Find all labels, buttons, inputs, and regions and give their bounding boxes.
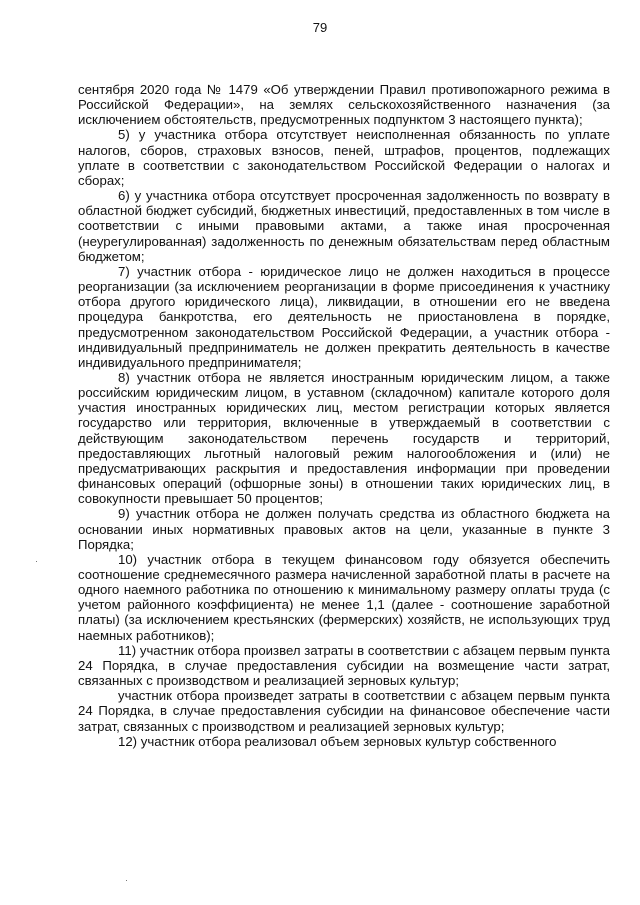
paragraph-item-5: 5) у участника отбора отсутствует неисполненная обязанность по уплате налогов, сборов, страховых взносов, пеней, штрафов, процентов, подлежащих уплате в соответствии с законодательством Российской Федерации о налогах и сборах; — [78, 127, 610, 188]
paragraph-item-10: 10) участник отбора в текущем финансовом году обязуется обеспечить соотношение среднемесячного размера начисленной заработной платы в расчете на одного наемного работника по отношению к минимальному размеру оплаты труда (с учетом районного коэффициента) не менее 1,1 (далее - соотношение заработной платы) (за исключением крестьянских (фермерских) хозяйств, не использующих труд наемных работников); — [78, 551, 610, 643]
paragraph-item-6: 6) у участника отбора отсутствует просроченная задолженность по возврату в областной бюджет субсидий, бюджетных инвестиций, предоставленных в том числе в соответствии с иными правовыми актами, а также иная просроченная (неурегулированная) задолженность по денежным обязательствам перед областным бюджетом; — [78, 188, 610, 264]
paragraph-item-8: 8) участник отбора не является иностранным юридическим лицом, а также российским юридическим лицом, в уставном (складочном) капитале которого доля участия иностранных юридических лиц, местом регистрации которых является государство или территория, включенные в утверждаемый в соответствии с действующим законодательством перечень государств и территорий, предоставляющих льготный налоговый режим налогообложения и (или) не предусматривающих раскрытия и предоставления информации при проведении финансовых операций (офшорные зоны) в отношении таких юридических лиц, в совокупности превышает 50 процентов; — [78, 369, 610, 507]
document-body — [78, 82, 610, 749]
paragraph-item-11: 11) участник отбора произвел затраты в соответствии с абзацем первым пункта 24 Порядка, в случае предоставления субсидии на возмещение части затрат, связанных с производством и реализацией зерновых культур; — [78, 642, 610, 689]
scan-speck — [126, 880, 127, 881]
paragraph-continuation: сентября 2020 года № 1479 «Об утверждении Правил противопожарного режима в Российской Федерации», на землях сельскохозяйственного назначения (за исключением обстоятельств, предусмотренных подпунктом 3 настоящего пункта); — [78, 82, 610, 128]
scan-speck — [36, 561, 37, 562]
page-number: 79 — [312, 20, 328, 35]
paragraph-item-11-continued: участник отбора произведет затраты в соответствии с абзацем первым пункта 24 Порядка, в случае предоставления субсидии на финансовое обеспечение части затрат, связанных с производством и реализацией зерновых культур; — [78, 688, 610, 734]
paragraph-item-12: 12) участник отбора реализовал объем зерновых культур собственного — [118, 733, 557, 749]
paragraph-item-7: 7) участник отбора - юридическое лицо не должен находиться в процессе реорганизации (за исключением реорганизации в форме присоединения к участнику отбора другого юридического лица), ликвидации, в отношении его не введена процедура банкротства, его деятельность не приостановлена в порядке, предусмотренном законодательством Российской Федерации, а участник отбора - индивидуальный предприниматель не должен прекратить деятельность в качестве индивидуального предпринимателя; — [78, 263, 610, 370]
paragraph-item-9: 9) участник отбора не должен получать средства из областного бюджета на основании иных нормативных правовых актов на цели, указанные в пункте 3 Порядка; — [78, 506, 610, 552]
